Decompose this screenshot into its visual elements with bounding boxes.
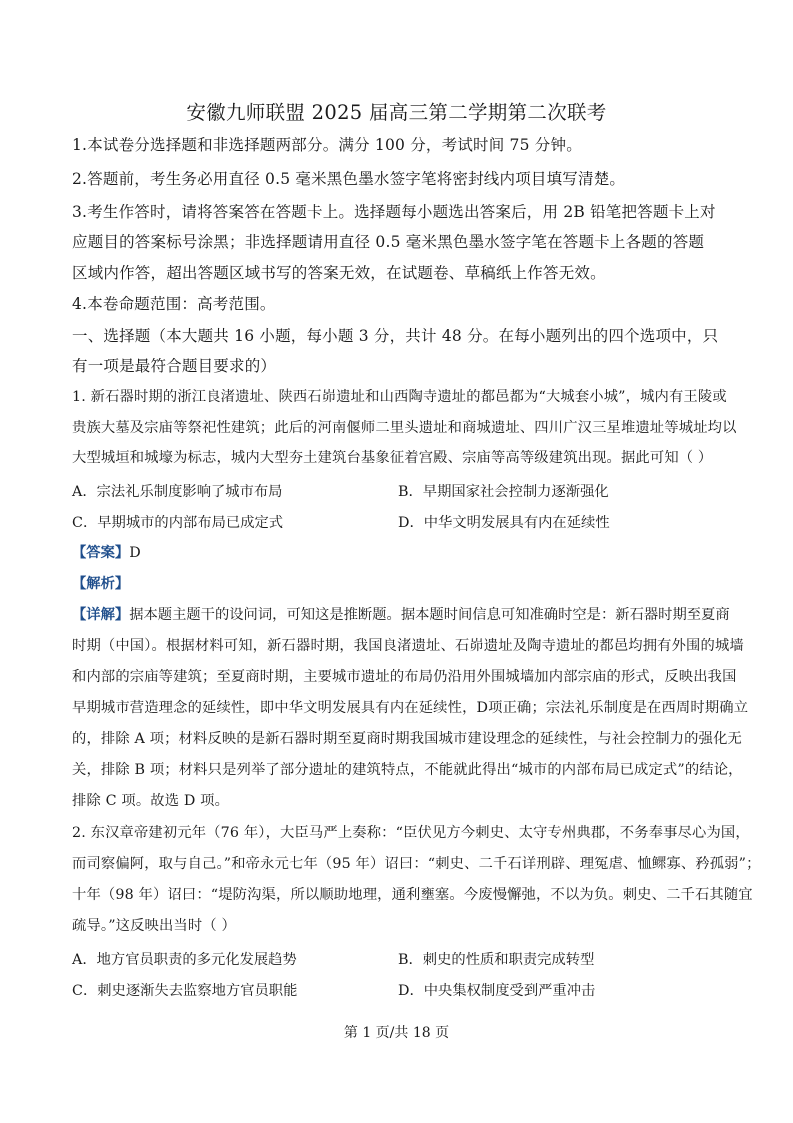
q1-detail-line-6: 关，排除 B 项；材料只是列举了部分遗址的建筑特点，不能就此得出“城市的内部布局已成定式”的结论， <box>72 762 743 778</box>
q1-option-a: A．宗法礼乐制度影响了城市布局 <box>72 484 283 500</box>
analysis-label: 【解析】 <box>72 576 130 592</box>
q2-option-a: A．地方官员职责的多元化发展趋势 <box>72 952 297 968</box>
instruction-1: 1.本试卷分选择题和非选择题两部分。满分 100 分，考试时间 75 分钟。 <box>72 136 582 154</box>
detail-text: 据本题主题干的设问词，可知这是推断题。据本题时间信息可知准确时空是：新石器时期至夏商 <box>129 607 730 623</box>
q2-option-b: B．刺史的性质和职责完成转型 <box>398 952 595 968</box>
q1-stem-line-1: 1. 新石器时期的浙江良渚遗址、陕西石峁遗址和山西陶寺遗址的都邑都为“大城套小城”，城内有王陵或 <box>72 389 727 405</box>
q1-option-c: C．早期城市的内部布局已成定式 <box>72 515 284 531</box>
page-footer: 第 1 页/共 18 页 <box>343 1025 450 1041</box>
q2-stem-line-4: 疏导。”这反映出当时（ ） <box>72 918 236 934</box>
q2-option-c: C．刺史逐渐失去监察地方官员职能 <box>72 983 298 999</box>
q1-answer <box>72 542 141 562</box>
q1-stem-line-3: 大型城垣和城壕为标志，城内大型夯土建筑台基象征着宫殿、宗庙等高等级建筑出现。据此可知（ ） <box>72 450 713 466</box>
q1-detail-line-4: 早期城市营造理念的延续性，即中华文明发展具有内在延续性，D项正确；宗法礼乐制度是在西周时期确立 <box>72 700 749 716</box>
q1-stem-line-2: 贵族大墓及宗庙等祭祀性建筑；此后的河南偃师二里头遗址和商城遗址、四川广汉三星堆遗址等城址均以 <box>72 420 737 436</box>
q2-stem-line-2: 而司察偏阿，取与自己。”和帝永元七年（95 年）诏曰：“刺史、二千石详刑辟、理冤虐、恤鳏寡、矜孤弱”； <box>72 856 761 872</box>
q1-detail-line-3: 和内部的宗庙等建筑；至夏商时期，主要城市遗址的布局仍沿用外围城墙加内部宗庙的形式，反映出我国 <box>72 669 737 685</box>
answer-label: 【答案】 <box>72 545 130 561</box>
q1-option-d: D．中华文明发展具有内在延续性 <box>398 515 610 531</box>
q1-option-b: B．早期国家社会控制力逐渐强化 <box>398 484 609 500</box>
section-header: 一、选择题（本大题共 16 小题，每小题 3 分，共计 48 分。在每小题列出的四个选项中，只 <box>72 327 719 345</box>
instruction-4: 4.本卷命题范围：高考范围。 <box>72 295 276 313</box>
page-title: 安徽九师联盟 2025 届高三第二学期第二次联考 <box>186 101 607 124</box>
q2-stem-line-3: 十年（98 年）诏曰：“堤防沟渠，所以顺助地理，通利壅塞。今废慢懈弛，不以为负。刺史、二千石其随宜 <box>72 887 753 903</box>
section-header-cont: 有一项是最符合题目要求的） <box>72 357 277 375</box>
q1-analysis <box>72 573 129 593</box>
detail-label: 【详解】 <box>72 607 130 623</box>
q2-option-d: D．中央集权制度受到严重冲击 <box>398 983 596 999</box>
q1-detail-line-2: 时期（中国）。根据材料可知，新石器时期，我国良渚遗址、石峁遗址及陶寺遗址的都邑均拥有外围的城墙 <box>72 638 744 654</box>
q2-stem-line-1: 2. 东汉章帝建初元年（76 年），大臣马严上奏称：“臣伏见方今刺史、太守专州典郡，不务奉事尽心为国， <box>72 825 750 841</box>
instruction-3: 3.考生作答时，请将答案答在答题卡上。选择题每小题选出答案后，用 2B 铅笔把答题卡上对 <box>72 203 716 221</box>
q1-detail-line-7: 排除 C 项。故选 D 项。 <box>72 793 230 809</box>
q1-detail-line-5: 的，排除 A 项；材料反映的是新石器时期至夏商时期我国城市建设理念的延续性，与社会控制力的强化无 <box>72 731 742 747</box>
instruction-2: 2.答题前，考生务必用直径 0.5 毫米黑色墨水签字笔将密封线内项目填写清楚。 <box>72 170 626 188</box>
instruction-3-cont-2: 区域内作答，超出答题区域书写的答案无效，在试题卷、草稿纸上作答无效。 <box>72 264 606 282</box>
q1-detail-line-1 <box>72 604 730 624</box>
answer-value: D <box>129 545 141 561</box>
instruction-3-cont-1: 应题目的答案标号涂黑；非选择题请用直径 0.5 毫米黑色墨水签字笔在答题卡上各题的答题 <box>72 233 705 251</box>
